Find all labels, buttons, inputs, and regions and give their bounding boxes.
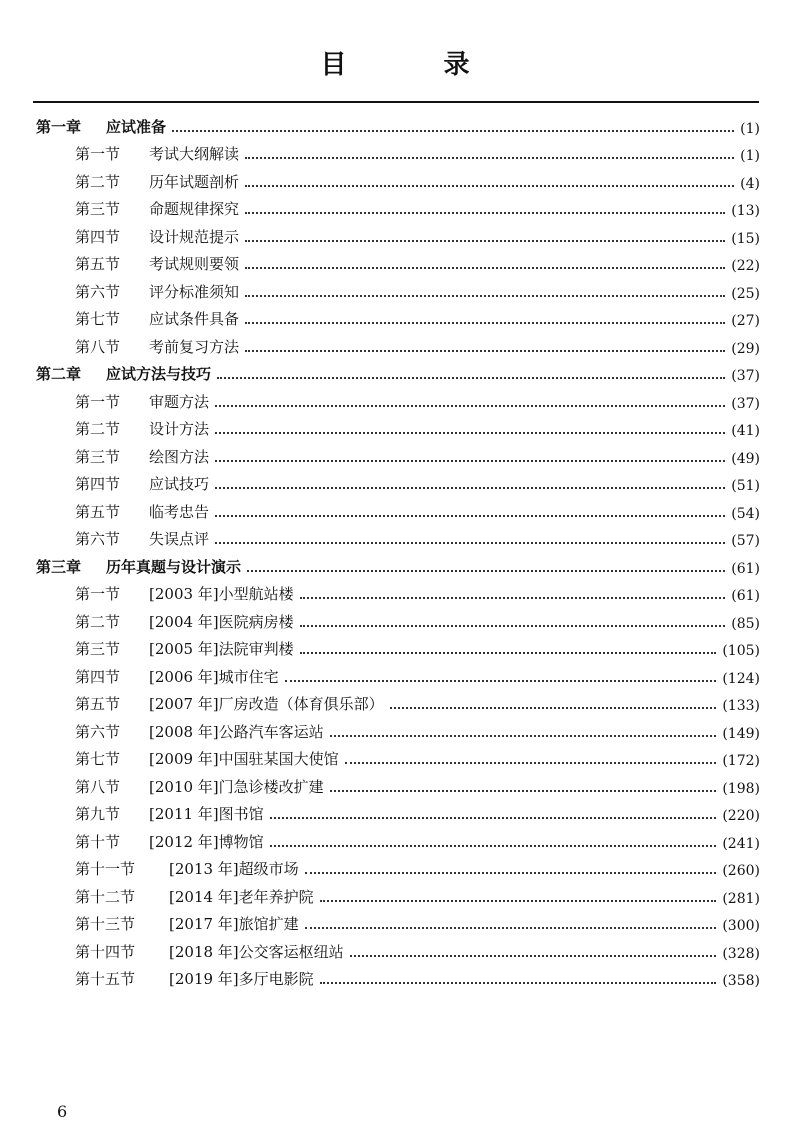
dot-leader — [245, 350, 725, 352]
dot-leader — [172, 130, 734, 132]
section-title: [2009 年]中国驻某国大使馆 — [149, 750, 339, 768]
section-page: (198) — [722, 780, 760, 797]
section-title: [2014 年]老年养护院 — [169, 887, 314, 906]
dot-leader — [345, 762, 717, 764]
section-title: [2006 年]城市住宅 — [149, 667, 279, 686]
dot-leader — [245, 322, 725, 324]
section-number: 第十五节 — [75, 970, 136, 988]
toc-section-row — [36, 879, 760, 907]
dot-leader — [245, 157, 734, 159]
toc-section-row — [36, 247, 760, 275]
toc-section-row — [36, 274, 760, 302]
dot-leader — [215, 405, 725, 407]
section-page: (1) — [740, 148, 760, 164]
toc-section-row — [36, 962, 760, 990]
dot-leader — [320, 900, 717, 902]
dot-leader — [217, 377, 725, 379]
dot-leader — [245, 267, 725, 269]
toc-section-row — [36, 604, 760, 632]
section-page: (328) — [722, 945, 760, 962]
toc-section-row — [36, 934, 760, 962]
toc-section-row — [36, 742, 760, 770]
section-page: (37) — [731, 395, 760, 412]
section-number: 第一节 — [75, 585, 121, 603]
section-page: (358) — [722, 973, 760, 989]
toc-section-row — [36, 412, 760, 440]
title-divider — [33, 101, 759, 103]
section-number: 第十节 — [75, 832, 121, 851]
section-title: [2018 年]公交客运枢纽站 — [169, 942, 344, 961]
toc-chapter-row — [36, 549, 760, 577]
section-title: 评分标准须知 — [149, 282, 240, 301]
toc-section-row — [36, 384, 760, 412]
section-number: 第一节 — [75, 145, 121, 163]
dot-leader — [300, 652, 717, 654]
section-page: (13) — [731, 203, 760, 219]
section-page: (133) — [722, 698, 760, 714]
section-number: 第六节 — [75, 530, 121, 548]
dot-leader — [215, 460, 725, 462]
chapter-title: 历年真题与设计演示 — [106, 557, 242, 576]
dot-leader — [300, 625, 726, 627]
page-number: 6 — [57, 1102, 68, 1121]
toc-section-row — [36, 687, 760, 715]
section-number: 第五节 — [75, 695, 121, 713]
section-title: 考试规则要领 — [149, 255, 240, 273]
section-title: 设计方法 — [149, 420, 210, 438]
section-title: 应试技巧 — [149, 475, 210, 493]
section-title: [2003 年]小型航站楼 — [149, 585, 294, 603]
dot-leader — [215, 487, 725, 489]
section-number: 第六节 — [75, 282, 121, 301]
section-title: 应试条件具备 — [149, 310, 240, 328]
dot-leader — [270, 817, 717, 819]
section-page: (25) — [731, 285, 760, 302]
toc-section-row — [36, 577, 760, 605]
section-page: (49) — [731, 450, 760, 467]
section-page: (22) — [731, 258, 760, 274]
chapter-page: (1) — [740, 120, 760, 137]
dot-leader — [245, 295, 725, 297]
toc-section-row — [36, 632, 760, 660]
section-page: (220) — [722, 808, 760, 824]
section-title: 失误点评 — [149, 530, 210, 548]
toc-section-row — [36, 164, 760, 192]
section-number: 第十一节 — [75, 860, 136, 878]
section-number: 第五节 — [75, 255, 121, 273]
toc-section-row — [36, 439, 760, 467]
section-title: 考试大纲解读 — [149, 145, 240, 163]
chapter-page: (37) — [731, 368, 760, 384]
section-title: 设计规范提示 — [149, 227, 240, 246]
toc-section-row — [36, 192, 760, 220]
section-page: (51) — [731, 478, 760, 494]
section-page: (54) — [731, 505, 760, 522]
toc-section-row — [36, 769, 760, 797]
toc-section-row — [36, 852, 760, 880]
toc-section-row — [36, 824, 760, 852]
dot-leader — [285, 680, 717, 682]
chapter-page: (61) — [731, 560, 760, 577]
section-page: (300) — [722, 918, 760, 934]
section-number: 第四节 — [75, 475, 121, 493]
dot-leader — [390, 707, 717, 709]
dot-leader — [247, 570, 725, 572]
dot-leader — [215, 432, 725, 434]
section-title: [2013 年]超级市场 — [169, 860, 299, 878]
section-title: 临考忠告 — [149, 502, 210, 521]
section-page: (172) — [722, 753, 760, 769]
section-page: (105) — [722, 643, 760, 659]
section-number: 第三节 — [75, 200, 121, 218]
section-title: 命题规律探究 — [149, 200, 240, 218]
section-number: 第八节 — [75, 777, 121, 796]
dot-leader — [320, 982, 717, 984]
section-number: 第十二节 — [75, 887, 136, 906]
chapter-number: 第三章 — [36, 557, 82, 576]
chapter-number: 第一章 — [36, 117, 82, 136]
chapter-title: 应试方法与技巧 — [106, 365, 212, 383]
dot-leader — [300, 597, 726, 599]
section-number: 第四节 — [75, 227, 121, 246]
section-page: (4) — [740, 175, 760, 192]
section-page: (15) — [731, 230, 760, 247]
section-number: 第二节 — [75, 420, 121, 438]
toc-section-row — [36, 302, 760, 330]
dot-leader — [215, 515, 725, 517]
section-title: 绘图方法 — [149, 447, 210, 466]
section-page: (57) — [731, 533, 760, 549]
section-number: 第二节 — [75, 612, 121, 631]
section-number: 第六节 — [75, 722, 121, 741]
section-number: 第二节 — [75, 172, 121, 191]
toc-section-row — [36, 714, 760, 742]
table-of-contents — [36, 109, 760, 989]
section-number: 第三节 — [75, 447, 121, 466]
dot-leader — [350, 955, 717, 957]
section-page: (241) — [722, 835, 760, 852]
dot-leader — [245, 185, 734, 187]
section-title: 审题方法 — [149, 392, 210, 411]
section-number: 第五节 — [75, 502, 121, 521]
toc-section-row — [36, 659, 760, 687]
section-page: (29) — [731, 340, 760, 357]
section-page: (149) — [722, 725, 760, 742]
dot-leader — [305, 927, 717, 929]
section-number: 第三节 — [75, 640, 121, 658]
section-title: [2005 年]法院审判楼 — [149, 640, 294, 658]
section-title: [2012 年]博物馆 — [149, 832, 264, 851]
section-title: [2007 年]厂房改造（体育俱乐部） — [149, 695, 384, 713]
section-page: (124) — [722, 670, 760, 687]
section-number: 第九节 — [75, 805, 121, 823]
section-page: (27) — [731, 313, 760, 329]
dot-leader — [215, 542, 725, 544]
section-title: [2011 年]图书馆 — [149, 805, 264, 823]
section-number: 第十三节 — [75, 915, 136, 933]
section-number: 第八节 — [75, 337, 121, 356]
toc-section-row — [36, 797, 760, 825]
section-number: 第十四节 — [75, 942, 136, 961]
toc-section-row — [36, 329, 760, 357]
section-number: 第七节 — [75, 310, 121, 328]
toc-chapter-row — [36, 109, 760, 137]
dot-leader — [330, 790, 717, 792]
section-number: 第七节 — [75, 750, 121, 768]
dot-leader — [245, 240, 725, 242]
section-title: [2010 年]门急诊楼改扩建 — [149, 777, 324, 796]
toc-section-row — [36, 494, 760, 522]
section-title: 考前复习方法 — [149, 337, 240, 356]
dot-leader — [305, 872, 717, 874]
section-title: [2004 年]医院病房楼 — [149, 612, 294, 631]
section-number: 第一节 — [75, 392, 121, 411]
chapter-title: 应试准备 — [106, 117, 167, 136]
section-page: (281) — [722, 890, 760, 907]
section-page: (61) — [731, 588, 760, 604]
dot-leader — [245, 212, 725, 214]
toc-section-row — [36, 907, 760, 935]
section-title: [2019 年]多厅电影院 — [169, 970, 314, 988]
section-number: 第四节 — [75, 667, 121, 686]
dot-leader — [270, 845, 717, 847]
section-page: (260) — [722, 863, 760, 879]
toc-chapter-row — [36, 357, 760, 385]
toc-section-row — [36, 467, 760, 495]
toc-section-row — [36, 137, 760, 165]
page-title: 目 录 — [320, 50, 514, 80]
section-page: (41) — [731, 423, 760, 439]
section-title: [2008 年]公路汽车客运站 — [149, 722, 324, 741]
section-title: 历年试题剖析 — [149, 172, 240, 191]
chapter-number: 第二章 — [36, 365, 82, 383]
section-page: (85) — [731, 615, 760, 632]
toc-section-row — [36, 522, 760, 550]
section-title: [2017 年]旅馆扩建 — [169, 915, 299, 933]
toc-section-row — [36, 219, 760, 247]
dot-leader — [330, 735, 717, 737]
